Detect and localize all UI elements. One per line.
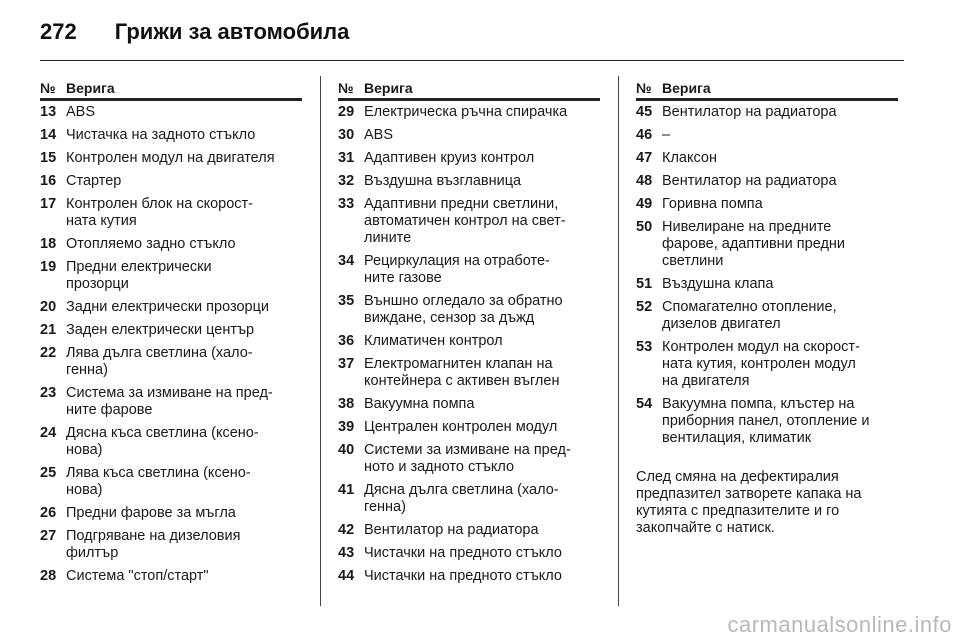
fuse-row [636,339,898,390]
fuse-number: 17 [40,196,57,212]
fuse-row [338,196,600,247]
fuse-row [40,528,302,562]
fuse-number: 30 [338,127,355,143]
fuse-circuit: Вентилатор на радиатора [364,522,539,538]
fuse-circuit: Контролен модул на скорост- ната кутия, контролен модул на двигателя [662,339,860,389]
fuse-circuit: ABS [364,127,394,143]
fuse-row [40,299,302,316]
fuse-row [636,150,898,167]
column-header-circuit: Верига [662,80,711,96]
fuse-row [338,150,600,167]
fuse-circuit: – [662,127,671,143]
fuse-row [338,127,600,144]
fuse-row [338,356,600,390]
fuse-row [636,104,898,121]
fuse-row [40,425,302,459]
fuse-circuit: Централен контролен модул [364,419,558,435]
fuse-row [338,253,600,287]
fuse-circuit: Електромагнитен клапан на контейнера с активен въглен [364,356,560,389]
column-header-number: № [636,80,652,96]
fuse-row [636,396,898,447]
fuse-number: 24 [40,425,57,441]
fuse-row [636,219,898,270]
fuse-number: 13 [40,104,57,120]
fuse-row [636,276,898,293]
fuse-row [338,522,600,539]
fuse-number: 14 [40,127,57,143]
fuse-number: 32 [338,173,355,189]
fuse-circuit: Нивелиране на предните фарове, адаптивни предни светлини [662,219,846,269]
fuse-number: 15 [40,150,57,166]
fuse-circuit: Подгряване на дизеловия филтър [66,528,241,561]
fuse-circuit: Система за измиване на пред- ните фарове [66,385,273,418]
fuse-number: 48 [636,173,653,189]
fuse-row [338,104,600,121]
fuse-circuit: Чистачка на задното стъкло [66,127,256,143]
fuse-circuit: Въздушна възглавница [364,173,522,189]
fuse-circuit: Въздушна клапа [662,276,774,292]
fuse-number: 52 [636,299,653,315]
fuse-row [338,545,600,562]
fuse-number: 27 [40,528,57,544]
fuse-column-3 [636,80,898,537]
fuse-number: 33 [338,196,355,212]
fuse-circuit: Контролен модул на двигателя [66,150,275,166]
fuse-column-2 [338,80,600,591]
fuse-row [338,442,600,476]
column-header [636,80,898,101]
column-header-circuit: Верига [364,80,413,96]
fuse-row [338,568,600,585]
fuse-number: 38 [338,396,355,412]
fuse-circuit: Клаксон [662,150,717,166]
fuse-row [40,259,302,293]
fuse-number: 19 [40,259,57,275]
fuse-number: 45 [636,104,653,120]
fuse-row [40,104,302,121]
fuse-row [40,568,302,585]
fuse-circuit: Вентилатор на радиатора [662,104,837,120]
fuse-number: 16 [40,173,57,189]
header-rule [40,60,904,61]
fuse-number: 23 [40,385,57,401]
column-header-number: № [338,80,354,96]
fuse-row [40,465,302,499]
fuse-row [636,127,898,144]
fuse-number: 46 [636,127,653,143]
fuse-circuit: Чистачки на предното стъкло [364,568,562,584]
page-number: 272 [40,19,77,44]
fuse-circuit: Адаптивен круиз контрол [364,150,535,166]
fuse-circuit: Контролен блок на скорост- ната кутия [66,196,254,229]
fuse-circuit: Системи за измиване на пред- ното и задното стъкло [364,442,571,475]
fuse-row [338,173,600,190]
fuse-number: 28 [40,568,57,584]
watermark: carmanualsonline.info [727,612,952,637]
fuse-number: 37 [338,356,355,372]
fuse-number: 29 [338,104,355,120]
fuse-circuit: Спомагателно отопление, дизелов двигател [662,299,837,332]
fuse-row [636,299,898,333]
fuse-number: 54 [636,396,653,412]
fuse-list [40,104,302,585]
fuse-note: След смяна на дефектиралия предпазител затворете капака на кутията с предпазителите и го закопчайте с натиск. [636,469,862,536]
fuse-circuit: Лява къса светлина (ксено- нова) [66,465,251,498]
column-header-number: № [40,80,56,96]
fuse-circuit: Адаптивни предни светлини, автоматичен контрол на свет- лините [364,196,566,246]
fuse-circuit: Електрическа ръчна спирачка [364,104,568,120]
fuse-row [40,173,302,190]
fuse-circuit: Рециркулация на отработе- ните газове [364,253,550,286]
fuse-row [40,236,302,253]
fuse-column-1 [40,80,302,591]
fuse-circuit: Предни фарове за мъгла [66,505,236,521]
fuse-number: 35 [338,293,355,309]
fuse-circuit: Дясна къса светлина (ксено- нова) [66,425,259,458]
fuse-row [40,505,302,522]
fuse-circuit: Задни електрически прозорци [66,299,270,315]
fuse-circuit: ABS [66,104,96,120]
fuse-number: 31 [338,150,355,166]
fuse-number: 43 [338,545,355,561]
fuse-row [338,396,600,413]
fuse-row [40,150,302,167]
fuse-number: 34 [338,253,355,269]
fuse-row [40,345,302,379]
fuse-circuit: Отопляемо задно стъкло [66,236,236,252]
fuse-number: 20 [40,299,57,315]
fuse-circuit: Чистачки на предното стъкло [364,545,562,561]
fuse-row [40,385,302,419]
fuse-circuit: Предни електрически прозорци [66,259,212,292]
fuse-list [338,104,600,585]
fuse-number: 51 [636,276,653,292]
fuse-circuit: Външно огледало за обратно виждане, сензор за дъжд [364,293,563,326]
fuse-list [636,104,898,447]
fuse-row [40,196,302,230]
fuse-number: 26 [40,505,57,521]
fuse-row [338,333,600,350]
column-header [338,80,600,101]
fuse-circuit: Стартер [66,173,122,189]
fuse-number: 41 [338,482,355,498]
fuse-circuit: Система "стоп/старт" [66,568,209,584]
fuse-circuit: Вентилатор на радиатора [662,173,837,189]
fuse-row [40,127,302,144]
fuse-circuit: Дясна дълга светлина (хало- генна) [364,482,559,515]
fuse-number: 22 [40,345,57,361]
fuse-number: 36 [338,333,355,349]
fuse-circuit: Горивна помпа [662,196,763,212]
fuse-number: 21 [40,322,57,338]
fuse-number: 47 [636,150,653,166]
page-title: Грижи за автомобила [114,19,350,44]
fuse-number: 53 [636,339,653,355]
fuse-number: 42 [338,522,355,538]
fuse-number: 25 [40,465,57,481]
column-header-circuit: Верига [66,80,115,96]
fuse-circuit: Вакуумна помпа, клъстер на приборния панел, отопление и вентилация, климатик [662,396,870,446]
column-divider [320,76,321,606]
fuse-row [338,293,600,327]
fuse-number: 40 [338,442,355,458]
fuse-row [40,322,302,339]
column-header [40,80,302,101]
fuse-circuit: Вакуумна помпа [364,396,475,412]
fuse-row [338,482,600,516]
fuse-number: 50 [636,219,653,235]
fuse-row [636,173,898,190]
fuse-row [636,196,898,213]
fuse-circuit: Лява дълга светлина (хало- генна) [66,345,253,378]
fuse-number: 39 [338,419,355,435]
fuse-number: 49 [636,196,653,212]
fuse-row [338,419,600,436]
fuse-number: 44 [338,568,355,584]
page-header [40,14,920,50]
column-divider [618,76,619,606]
fuse-circuit: Климатичен контрол [364,333,503,349]
fuse-number: 18 [40,236,57,252]
fuse-circuit: Заден електрически център [66,322,255,338]
